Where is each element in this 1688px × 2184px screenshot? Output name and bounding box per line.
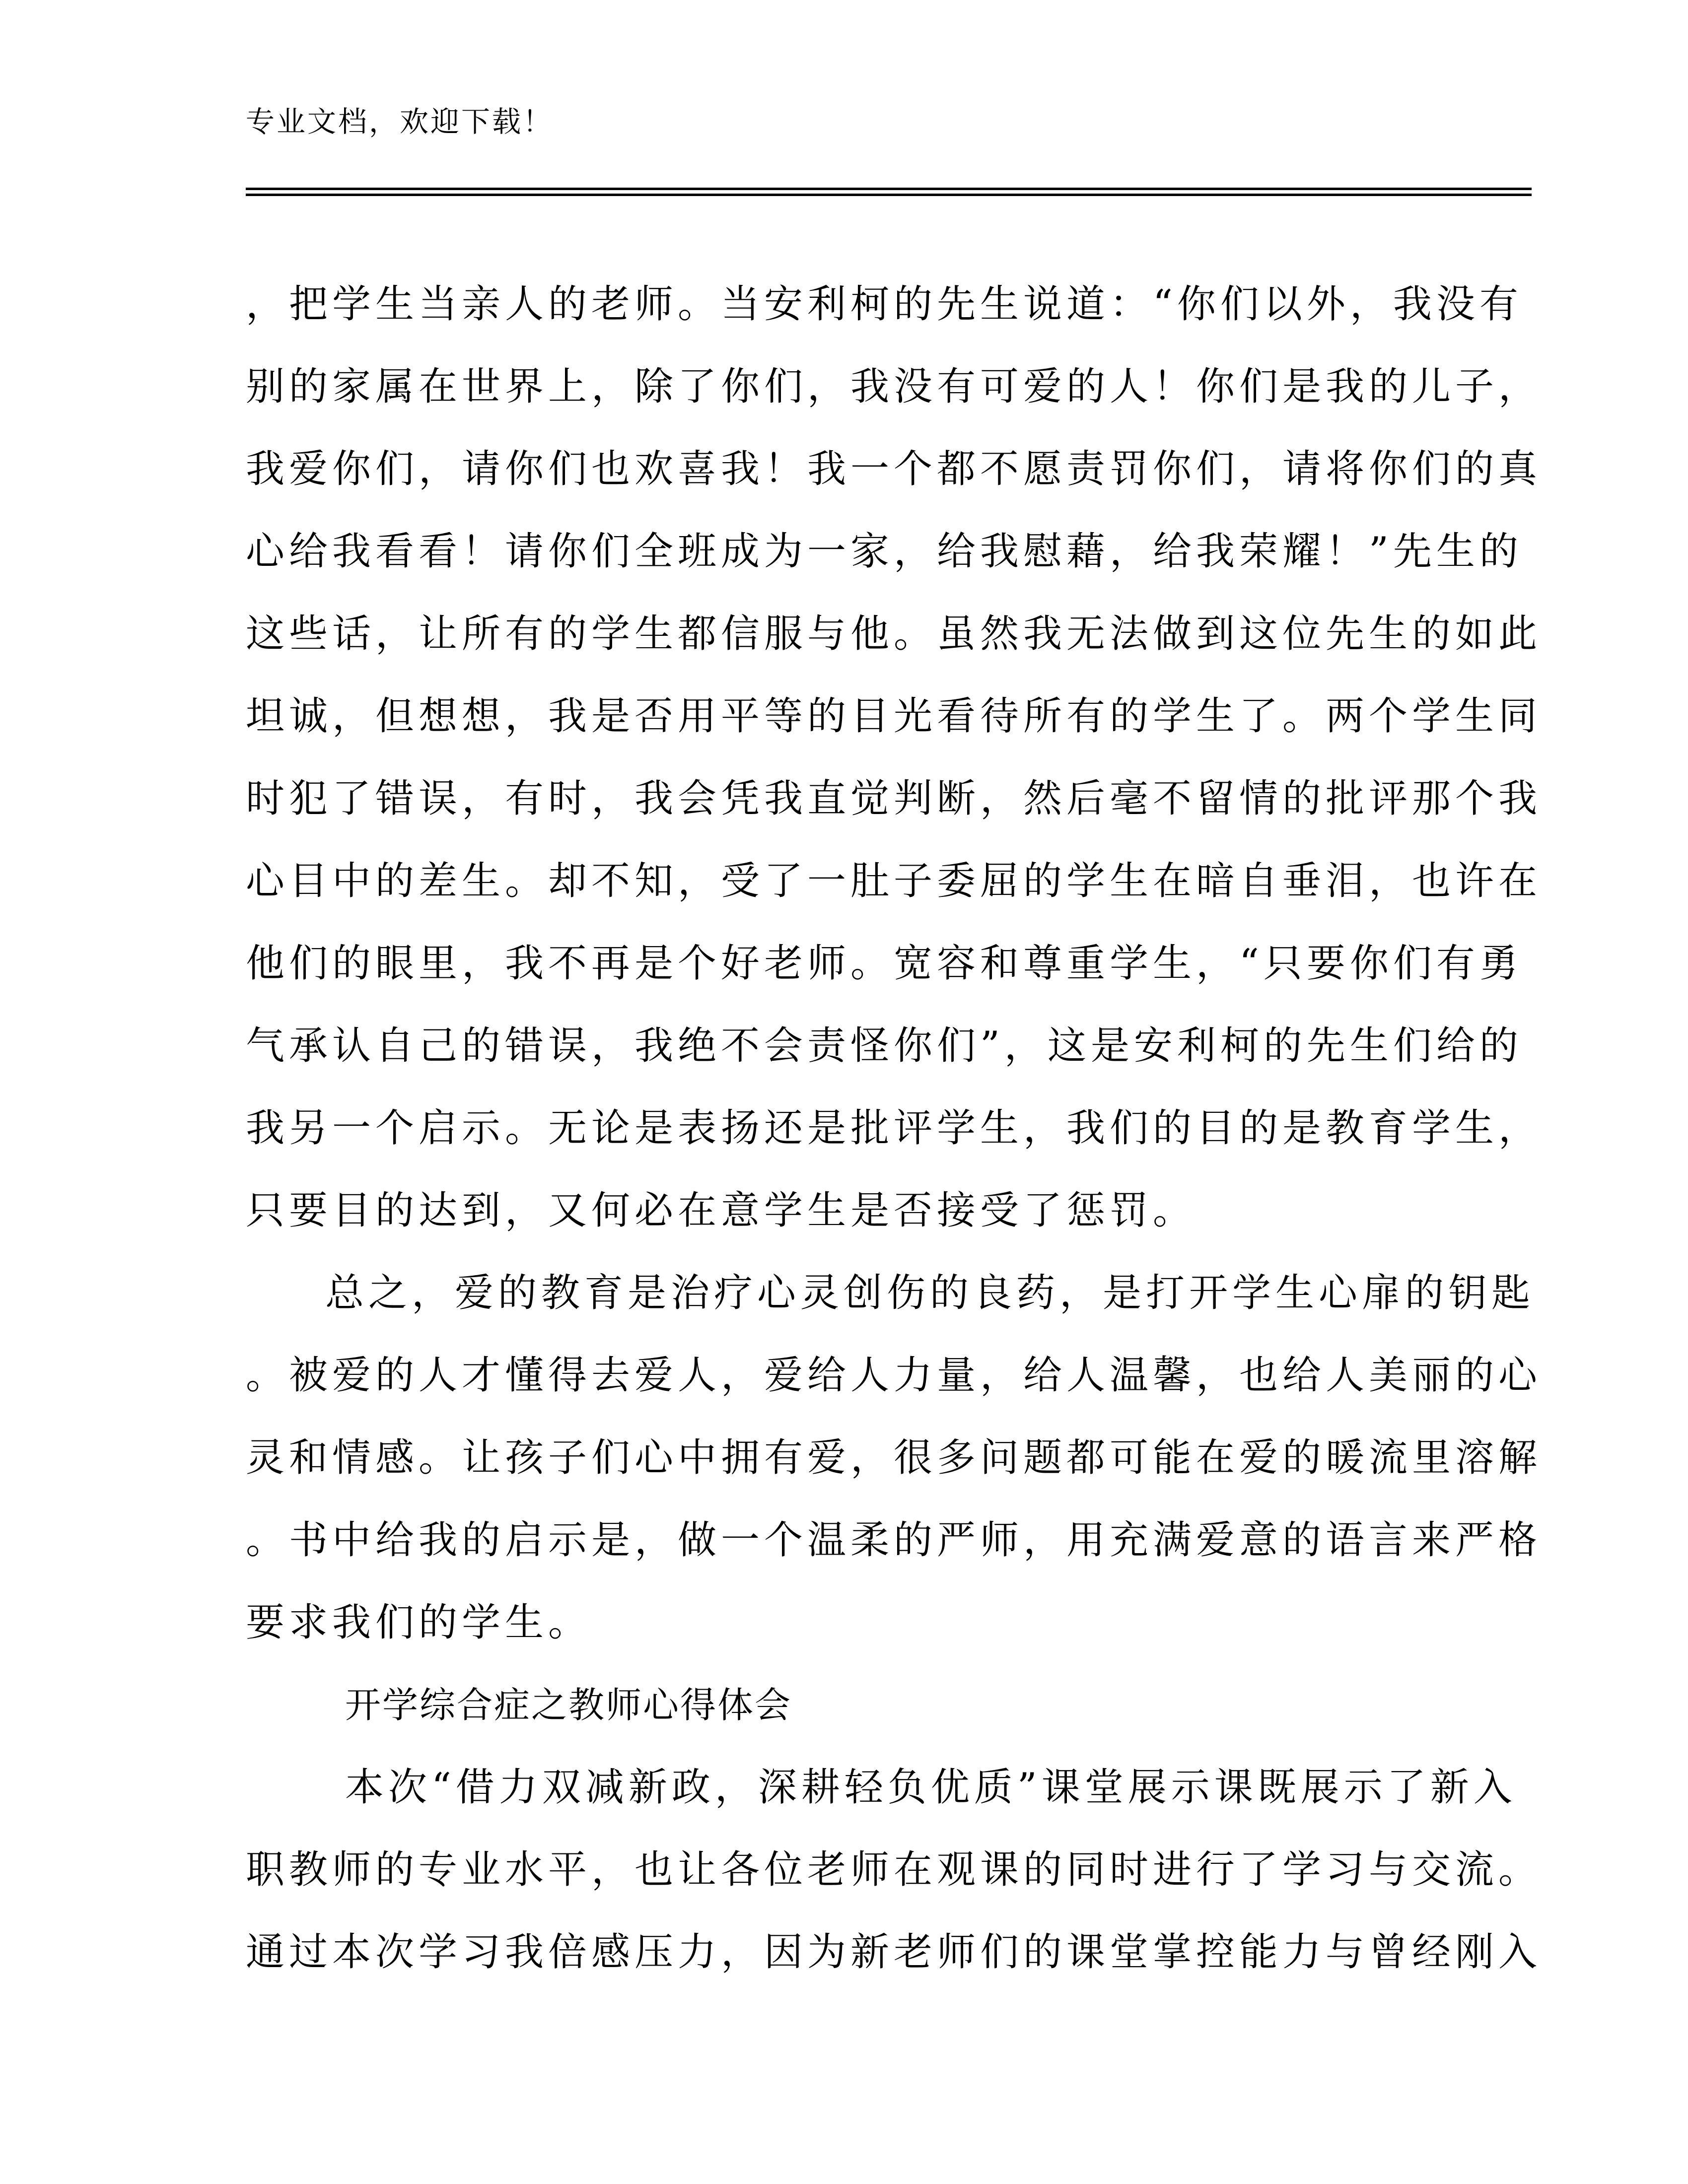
paragraph-line: 时犯了错误，有时，我会凭我直觉判断，然后毫不留情的批评那个我: [246, 776, 1542, 821]
paragraph-line: 只要目的达到，又何必在意学生是否接受了惩罚。: [246, 1188, 1196, 1233]
paragraph-line: 。书中给我的启示是，做一个温柔的严师，用充满爱意的语言来严格: [246, 1518, 1542, 1563]
section-heading: 开学综合症之教师心得体会: [345, 1684, 792, 1726]
paragraph-line: 心目中的差生。却不知，受了一肚子委屈的学生在暗自垂泪，也许在: [246, 859, 1542, 903]
paragraph-3: [246, 1746, 1542, 1993]
paragraph-line: 他们的眼里，我不再是个好老师。宽容和尊重学生，“只要你们有勇: [246, 941, 1523, 986]
paragraph-line: 通过本次学习我倍感压力，因为新老师们的课堂掌控能力与曾经刚入: [246, 1930, 1542, 1975]
paragraph-1: [246, 263, 1542, 1252]
paragraph-line: 。被爱的人才懂得去爱人，爱给人力量，给人温馨，也给人美丽的心: [246, 1353, 1542, 1398]
paragraph-line: 总之，爱的教育是治疗心灵创伤的良药，是打开学生心扉的钥匙: [325, 1271, 1535, 1315]
page-header-text: 专业文档，欢迎下载！: [246, 105, 554, 138]
paragraph-line: 我另一个启示。无论是表扬还是批评学生，我们的目的是教育学生，: [246, 1106, 1542, 1151]
paragraph-line: 职教师的专业水平，也让各位老师在观课的同时进行了学习与交流。: [246, 1847, 1542, 1892]
paragraph-line: 灵和情感。让孩子们心中拥有爱，很多问题都可能在爱的暖流里溶解: [246, 1435, 1542, 1480]
paragraph-line: 本次“借力双减新政，深耕轻负优质”课堂展示课既展示了新入: [345, 1765, 1517, 1810]
paragraph-line: 这些话，让所有的学生都信服与他。虽然我无法做到这位先生的如此: [246, 612, 1542, 656]
paragraph-2: [246, 1252, 1542, 1664]
paragraph-line: 心给我看看！请你们全班成为一家，给我慰藉，给我荣耀！”先生的: [246, 529, 1523, 574]
paragraph-line: 气承认自己的错误，我绝不会责怪你们”，这是安利柯的先生们给的: [246, 1024, 1523, 1068]
header-divider-top: [246, 188, 1532, 190]
paragraph-line: 我爱你们，请你们也欢喜我！我一个都不愿责罚你们，请将你们的真: [246, 447, 1542, 491]
document-body: [246, 263, 1542, 1993]
paragraph-line: 坦诚，但想想，我是否用平等的目光看待所有的学生了。两个学生同: [246, 694, 1542, 739]
paragraph-line: ，把学生当亲人的老师。当安利柯的先生说道：“你们以外，我没有: [246, 282, 1523, 327]
paragraph-line: 要求我们的学生。: [246, 1600, 592, 1645]
header-divider-bottom: [246, 194, 1532, 196]
paragraph-line: 别的家属在世界上，除了你们，我没有可爱的人！你们是我的儿子，: [246, 364, 1542, 409]
